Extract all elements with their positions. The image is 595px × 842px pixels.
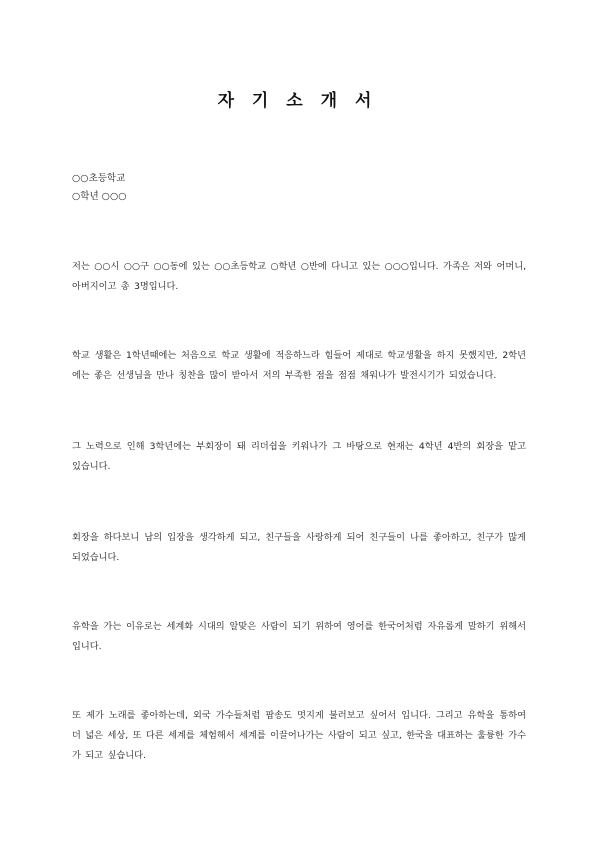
paragraph-friends: 회장을 하다보니 남의 입장을 생각하게 되고, 친구들을 사랑하게 되어 친구들이 나를 좋아하고, 친구가 많게 되었습니다. bbox=[72, 532, 526, 563]
paragraph-introduction: 저는 ○○시 ○○구 ○○동에 있는 ○○초등학교 ○학년 ○반에 다니고 있는 ○○○입니다. 가족은 저와 어머니, 아버지이고 총 3명입니다. bbox=[72, 261, 526, 292]
paragraph-dream: 또 제가 노래를 좋아하는데, 외국 가수들처럼 팝송도 멋지게 불러보고 싶어서 입니다. 그리고 유학을 통하여 더 넓은 세상, 또 다른 세계를 체험해서 세계를 이끌어나가는 사람이 되고 싶고, 한국을 대표하는 훌륭한 가수가 되고 싶습니다. bbox=[72, 710, 526, 761]
school-name: ○○초등학교 bbox=[72, 173, 126, 184]
paragraph-study-abroad-reason: 유학을 가는 이유로는 세계화 시대의 알맞은 사람이 되기 위하여 영어를 한국어처럼 자유롭게 말하기 위해서 입니다. bbox=[72, 621, 526, 652]
page-title: 자 기 소 개 서 bbox=[217, 91, 378, 111]
author-info bbox=[72, 170, 127, 206]
paragraph-school-life: 학교 생활은 1학년때에는 처음으로 학교 생활에 적응하느라 힘들어 제대로 학교생활을 하지 못했지만, 2학년에는 좋은 선생님을 만나 칭찬을 많이 받아서 저의 부족한 점을 점점 채워나가 발전시기가 되었습니다. bbox=[72, 350, 526, 381]
grade-and-name: ○학년 ○○○ bbox=[72, 191, 127, 202]
paragraph-leadership: 그 노력으로 인해 3학년에는 부회장이 돼 리더쉽을 키워나가 그 바탕으로 현재는 4학년 4반의 회장을 맡고 있습니다. bbox=[72, 441, 526, 472]
